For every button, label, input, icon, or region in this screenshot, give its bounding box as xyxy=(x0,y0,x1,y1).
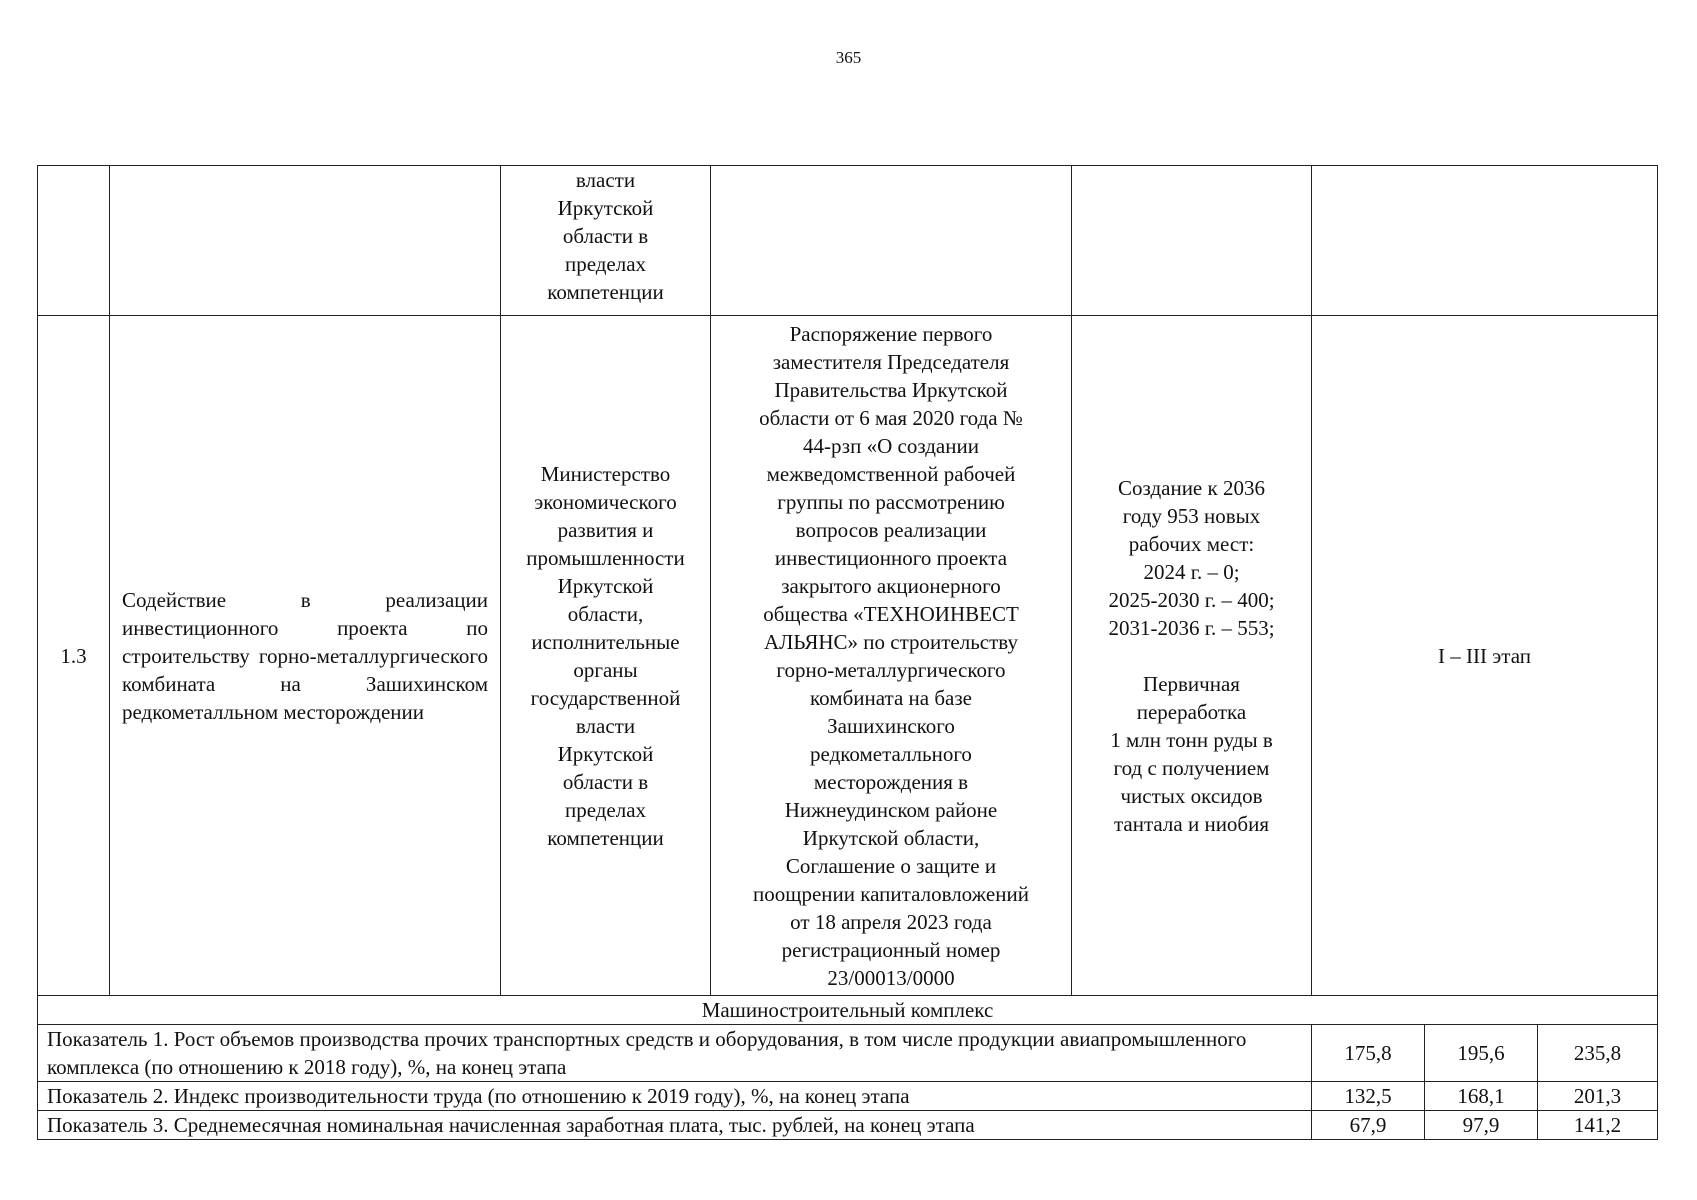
cell-executors-continued xyxy=(501,166,711,316)
cell-result-empty xyxy=(1072,166,1312,316)
document-line: поощрении капиталовложений xyxy=(753,881,1029,906)
page-number: 365 xyxy=(835,48,862,67)
executor-line: Иркутской xyxy=(557,196,654,220)
result-line xyxy=(1078,642,1305,670)
result-line: переработка xyxy=(1136,699,1247,724)
document-line: месторождения в xyxy=(813,769,969,794)
document-line: регистрационный номер xyxy=(781,937,1001,962)
executor-line: власти xyxy=(575,713,636,738)
executor-line: государственной xyxy=(530,685,681,710)
executor-line: органы xyxy=(573,657,638,682)
document-line: редкометалльного xyxy=(810,741,972,766)
table-row-continued xyxy=(38,166,1658,316)
executor-line: власти xyxy=(575,168,636,192)
cell-executors xyxy=(501,316,711,996)
table-row-1-3 xyxy=(38,316,1658,996)
indicator-row xyxy=(38,1111,1658,1140)
result-line: Первичная xyxy=(1143,671,1240,696)
document-line: вопросов реализации xyxy=(795,517,987,542)
executor-line: Иркутской xyxy=(557,573,654,598)
section-row xyxy=(38,996,1658,1025)
document-line: инвестиционного проекта xyxy=(774,545,1008,570)
cell-num-empty xyxy=(38,166,110,316)
result-line: 2031-2036 г. – 553; xyxy=(1108,615,1275,640)
result-line: рабочих мест: xyxy=(1128,531,1255,556)
indicator-value: 67,9 xyxy=(1312,1111,1425,1140)
cell-stage-empty xyxy=(1312,166,1658,316)
executor-line: промышленности xyxy=(526,545,685,570)
cell-stage: I – III этап xyxy=(1312,316,1658,996)
cell-document-empty xyxy=(711,166,1072,316)
indicator-value: 132,5 xyxy=(1312,1082,1425,1111)
indicator-row xyxy=(38,1082,1658,1111)
indicator-value: 175,8 xyxy=(1312,1025,1425,1082)
indicator-text: Показатель 3. Среднемесячная номинальная начисленная заработная плата, тыс. рублей, на конец этапа xyxy=(38,1111,1312,1140)
document-line: Соглашение о защите и xyxy=(785,853,997,878)
section-title: Машиностроительный комплекс xyxy=(38,996,1658,1025)
executor-line: области в xyxy=(562,224,649,248)
executor-line: области в xyxy=(562,769,649,794)
result-line: году 953 новых xyxy=(1122,503,1261,528)
indicator-value: 97,9 xyxy=(1425,1111,1538,1140)
document-line: АЛЬЯНС» по строительству xyxy=(763,629,1018,654)
document-line: Нижнеудинском районе xyxy=(784,797,998,822)
indicator-text: Показатель 2. Индекс производительности труда (по отношению к 2019 году), %, на конец этапа xyxy=(38,1082,1312,1111)
document-line: 23/00013/0000 xyxy=(827,965,955,990)
cell-activity-empty xyxy=(110,166,501,316)
indicator-value: 168,1 xyxy=(1425,1082,1538,1111)
executor-line: Иркутской xyxy=(557,741,654,766)
result-line: тантала и ниобия xyxy=(1113,811,1270,836)
document-line: межведомственной рабочей xyxy=(766,461,1016,486)
executor-line: компетенции xyxy=(547,825,664,850)
result-line: 2025-2030 г. – 400; xyxy=(1108,587,1275,612)
result-line: 2024 г. – 0; xyxy=(1143,559,1240,584)
indicator-row xyxy=(38,1025,1658,1082)
executor-line: компетенции xyxy=(547,280,664,304)
cell-document xyxy=(711,316,1072,996)
document-line: 44-рзп «О создании xyxy=(803,433,979,458)
executor-line: экономического xyxy=(534,489,677,514)
executor-line: области, xyxy=(567,601,644,626)
result-line: чистых оксидов xyxy=(1120,783,1263,808)
document-line: Распоряжение первого xyxy=(789,321,993,346)
document-line: области от 6 мая 2020 года № xyxy=(759,405,1023,430)
document-line: от 18 апреля 2023 года xyxy=(790,909,992,934)
executor-line: пределах xyxy=(564,252,647,276)
indicator-text: Показатель 1. Рост объемов производства прочих транспортных средств и оборудования, в том числе продукции авиапромышленного комплекса (по отношению к 2018 году), %, на конец этапа xyxy=(38,1025,1312,1082)
indicator-value: 141,2 xyxy=(1538,1111,1658,1140)
cell-activity: Содействие в реализации инвестиционного проекта по строительству горно-металлургического комбината на Зашихинском редкометалльном месторождении xyxy=(110,316,501,996)
document-line: комбината на базе xyxy=(810,685,972,710)
document-line: общества «ТЕХНОИНВЕСТ xyxy=(763,601,1019,626)
document-line: Зашихинского xyxy=(827,713,955,738)
indicator-value: 195,6 xyxy=(1425,1025,1538,1082)
cell-row-number: 1.3 xyxy=(38,316,110,996)
document-line: закрытого акционерного xyxy=(781,573,1001,598)
executor-line: развития и xyxy=(557,517,654,542)
document-line: Иркутской области, xyxy=(802,825,980,850)
indicator-value: 235,8 xyxy=(1538,1025,1658,1082)
result-line: Создание к 2036 xyxy=(1118,475,1265,500)
executor-line: пределах xyxy=(564,797,647,822)
executor-line: исполнительные xyxy=(531,629,680,654)
document-line: заместителя Председателя xyxy=(772,349,1010,374)
indicator-value: 201,3 xyxy=(1538,1082,1658,1111)
measures-table xyxy=(37,165,1658,1140)
executor-line: Министерство xyxy=(540,461,671,486)
document-line: Правительства Иркутской xyxy=(774,377,1008,402)
document-line: горно-металлургического xyxy=(776,657,1006,682)
result-line: 1 млн тонн руды в xyxy=(1110,727,1273,752)
cell-result xyxy=(1072,316,1312,996)
result-line: год с получением xyxy=(1113,755,1270,780)
document-line: группы по рассмотрению xyxy=(777,489,1005,514)
